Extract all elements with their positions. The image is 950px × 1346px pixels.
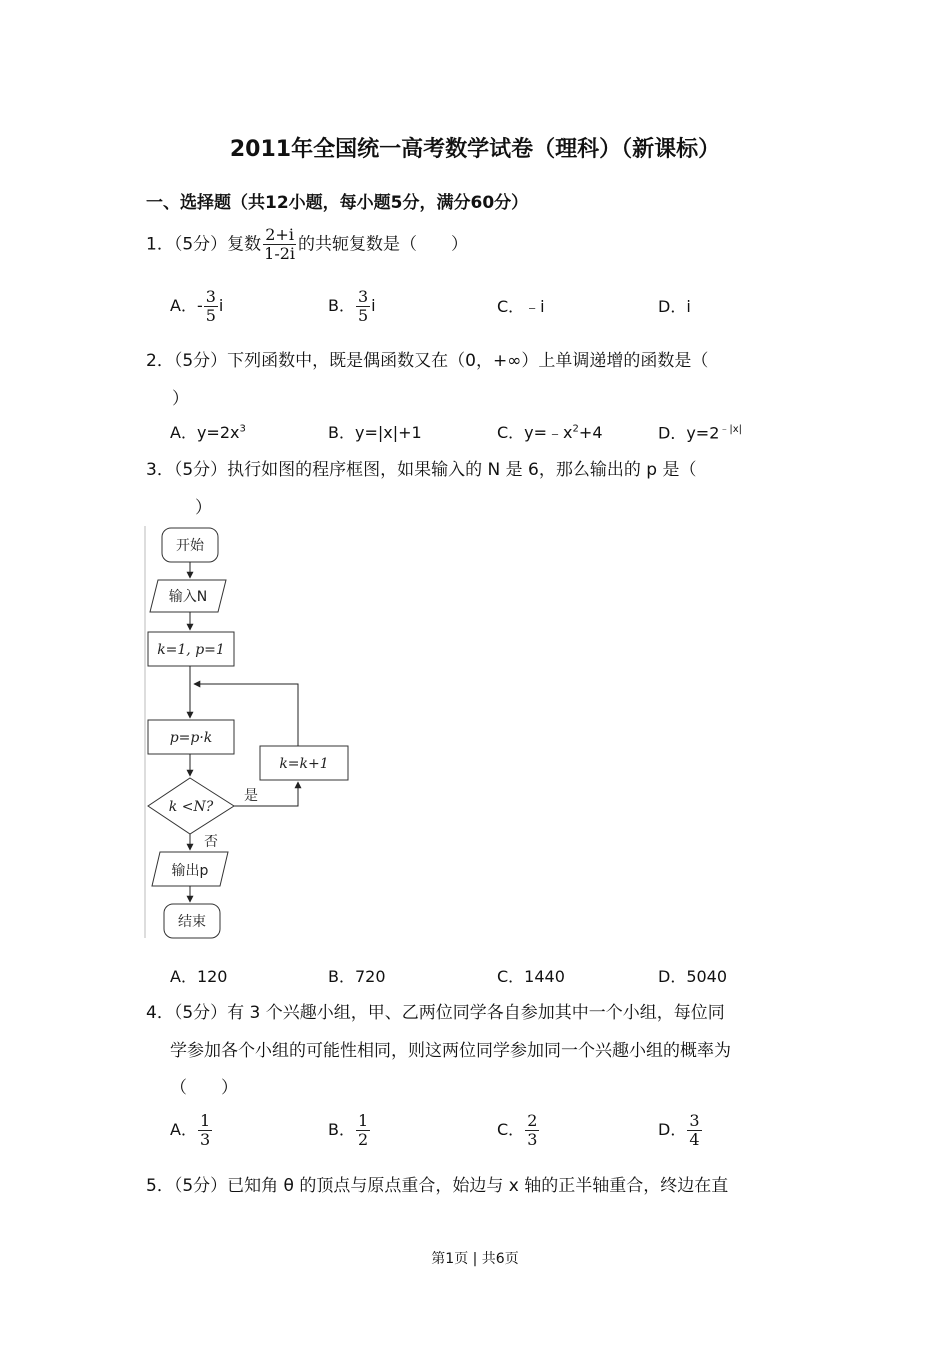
flow-condition-label: k <N? [168,799,214,815]
q2-option-b: B．y=|x|+1 [328,423,422,442]
q2-option-a: A．$y=2x^3$ [170,423,246,442]
question-3-line2: ） [195,498,212,518]
page-footer: 第1页 | 共6页 [431,1251,519,1267]
flow-start-label: 开始 [176,538,204,554]
flow-init-label: k=1, p=1 [157,642,225,658]
flow-yes-label: 是 [244,788,258,804]
question-4-line3: （ ） [170,1078,238,1098]
q2-option-c: C．$y=﹣x^2+4$ [497,423,603,442]
q4-option-a: A． $\frac{1}{3}$ [170,1111,211,1149]
question-2-line1: 2．（5分）下列函数中，既是偶函数又在（0，+∞）上单调递增的函数是（ [146,351,709,371]
q4-option-b: B． $\frac{1}{2}$ [328,1111,369,1149]
question-4-line2: 学参加各个小组的可能性相同，则这两位同学参加同一个兴趣小组的概率为 [170,1041,731,1061]
question-3-line1: 3．（5分）执行如图的程序框图，如果输入的 N 是 6，那么输出的 p 是（ [146,460,697,480]
q3-option-d: D．5040 [658,967,728,986]
flow-output-label: 输出p [171,863,209,879]
q1-option-a: A．- $\frac{3}{5}$ i [170,287,224,325]
question-1 [146,226,468,263]
question-4-line1: 4．（5分）有 3 个兴趣小组，甲、乙两位同学各自参加其中一个小组，每位同 [146,1003,725,1023]
flow-no-label: 否 [204,834,218,850]
question-2-line2: ） [172,389,189,409]
q1-option-d: D．i [658,297,691,316]
q1-fraction: $\frac{2+i}{1-2i}$ [264,225,296,263]
q4-option-d: D． $\frac{3}{4}$ [658,1111,700,1149]
q4-option-c: C． $\frac{2}{3}$ [497,1111,538,1149]
page-title: 2011年全国统一高考数学试卷（理科）（新课标） [229,137,721,162]
q3-option-b: B．720 [328,967,386,986]
q1-option-c: C．﹣i [497,297,545,316]
q1-suffix: 的共轭复数是（ ） [298,234,469,255]
flow-input-label: 输入N [168,589,208,605]
q3-option-a: A．120 [170,967,228,986]
q1-prefix: 1．（5分）复数 [146,234,262,255]
flowchart [140,522,360,942]
question-5-line1: 5．（5分）已知角 θ 的顶点与原点重合，始边与 x 轴的正半轴重合，终边在直 [146,1176,729,1196]
flow-end-label: 结束 [178,914,206,930]
q2-option-d: D．$y=2^{﹣|x|}$ [658,423,743,443]
flow-step-label: p=p·k [169,730,213,746]
q3-option-c: C．1440 [497,967,565,986]
q1-option-b: B． $\frac{3}{5}$ i [328,287,376,325]
flow-increment-label: k=k+1 [279,756,329,772]
section-heading: 一、选择题（共12小题，每小题5分，满分60分） [146,193,529,213]
